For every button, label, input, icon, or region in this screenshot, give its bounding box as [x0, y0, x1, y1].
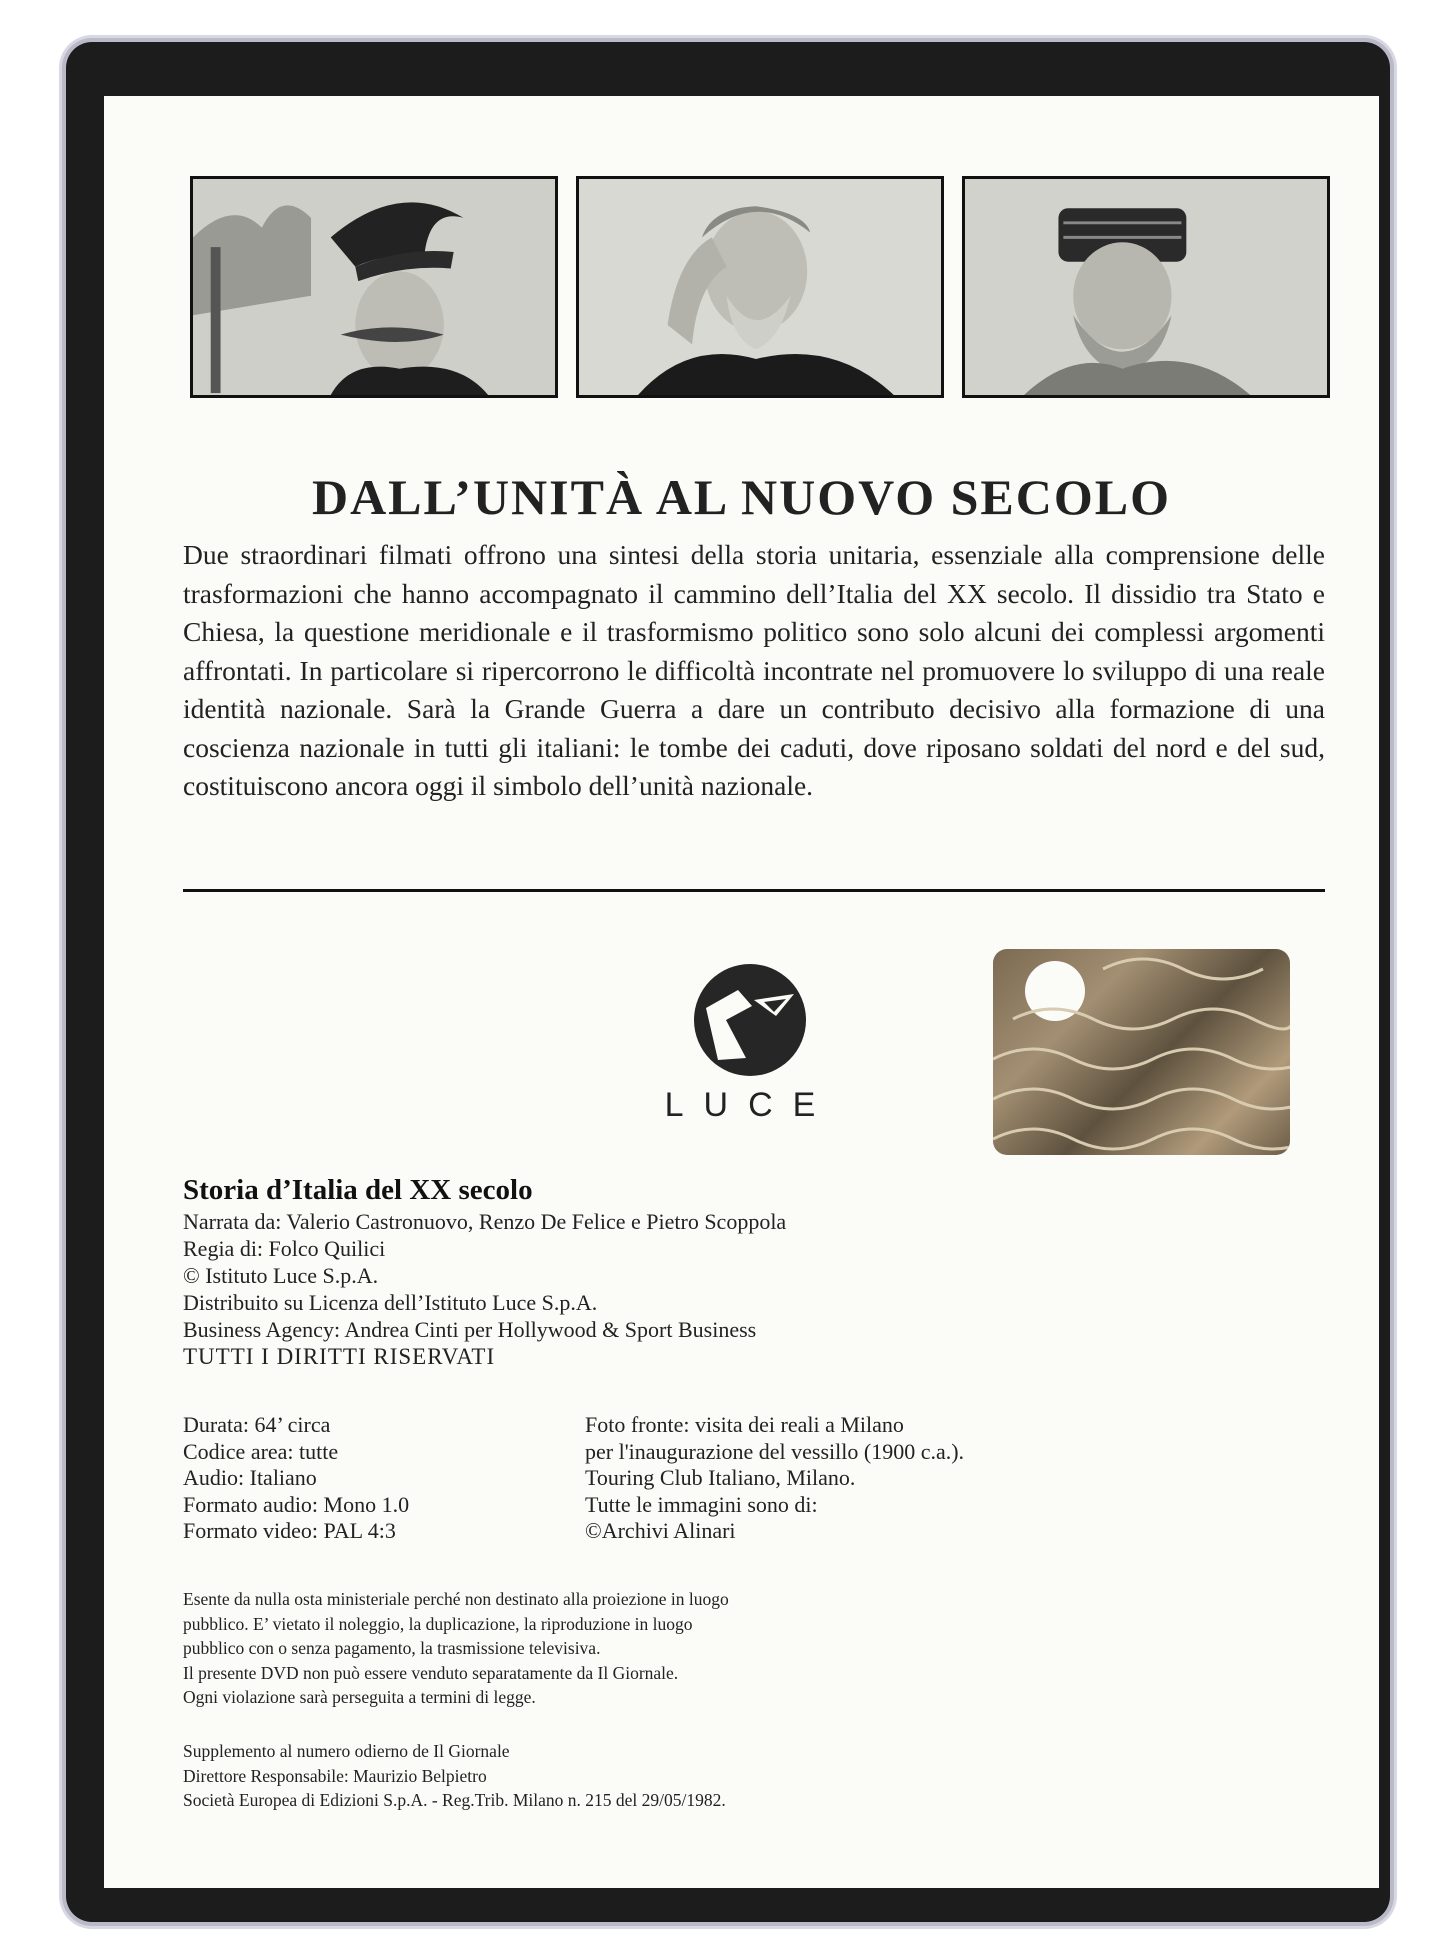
description: Due straordinari filmati offrono una sintesi della storia unitaria, essenziale alla comprensione delle trasformazioni che hanno accompagnato il cammino dell’Italia del XX secolo. Il dissidio tra Stato e Chiesa, la questione meridionale e il trasformismo politico sono solo alcuni dei complessi argomenti affrontati. In particolare si ripercorrono le difficoltà incontrate nel promuovere lo sviluppo di una reale identità nazionale. Sarà la Grande Guerra a dare un contributo decisivo alla formazione di una coscienza nazionale in tutti gli italiani: le tombe dei caduti, dove riposano soldati del nord e del sud, costituiscono ancora oggi il simbolo dell’unità nazionale.: [183, 539, 1325, 801]
info-line: Narrata da: Valerio Castronuovo, Renzo De Felice e Pietro Scoppola: [183, 1209, 787, 1234]
rights-notice: TUTTI I DIRITTI RISERVATI: [183, 1344, 496, 1369]
technical-specs: [183, 1412, 583, 1545]
luce-logo-icon: [690, 960, 810, 1080]
legal-line: Il presente DVD non può essere venduto separatamente da Il Giornale.: [183, 1662, 679, 1683]
legal-line: Esente da nulla osta ministeriale perché non destinato alla proiezione in luogo: [183, 1589, 729, 1609]
supplement-line: Società Europea di Edizioni S.p.A. - Reg.Trib. Milano n. 215 del 29/05/1982.: [183, 1790, 726, 1810]
info-line: Business Agency: Andrea Cinti per Hollywood & Sport Business: [183, 1317, 757, 1342]
credit-line: Touring Club Italiano, Milano.: [585, 1465, 856, 1490]
portrait-photo-mazzini: [576, 176, 944, 398]
spec-line: Formato video: PAL 4:3: [183, 1518, 396, 1543]
info-line: Regia di: Folco Quilici: [183, 1236, 386, 1261]
portrait-photo-king: [190, 176, 558, 398]
legal-notice: [183, 1587, 983, 1710]
supplement-line: Direttore Responsabile: Maurizio Belpietro: [183, 1765, 487, 1786]
legal-line: pubblico. E’ vietato il noleggio, la duplicazione, la riproduzione in luogo: [183, 1613, 693, 1634]
legal-line: Ogni violazione sarà perseguita a termini di legge.: [183, 1687, 536, 1707]
legal-line: pubblico con o senza pagamento, la trasmissione televisiva.: [183, 1638, 601, 1658]
page-title: DALL’UNITÀ AL NUOVO SECOLO: [311, 469, 1172, 525]
divider: [183, 889, 1325, 892]
credit-line: per l'inaugurazione del vessillo (1900 c.a.).: [585, 1438, 965, 1464]
supplement-line: Supplemento al numero odierno de Il Giornale: [183, 1741, 510, 1761]
spec-line: Formato audio: Mono 1.0: [183, 1491, 410, 1517]
portrait-photo-garibaldi: [962, 176, 1330, 398]
luce-logo-text: LUCE: [664, 1086, 836, 1124]
spec-line: Codice area: tutte: [183, 1438, 339, 1464]
credit-line: ©Archivi Alinari: [585, 1518, 736, 1543]
photo-credits: [585, 1412, 1105, 1545]
info-line: © Istituto Luce S.p.A.: [183, 1263, 379, 1288]
spec-line: Durata: 64’ circa: [183, 1412, 331, 1437]
supplement-info: [183, 1739, 1083, 1813]
credit-line: Foto fronte: visita dei reali a Milano: [585, 1412, 904, 1437]
series-title: Storia d’Italia del XX secolo: [183, 1174, 533, 1206]
product-info: [183, 1172, 1083, 1371]
spec-line: Audio: Italiano: [183, 1465, 317, 1490]
credit-line: Tutte le immagini sono di:: [585, 1491, 818, 1517]
info-line: Distribuito su Licenza dell’Istituto Luce S.p.A.: [183, 1290, 598, 1315]
hologram-seal: [993, 949, 1290, 1155]
